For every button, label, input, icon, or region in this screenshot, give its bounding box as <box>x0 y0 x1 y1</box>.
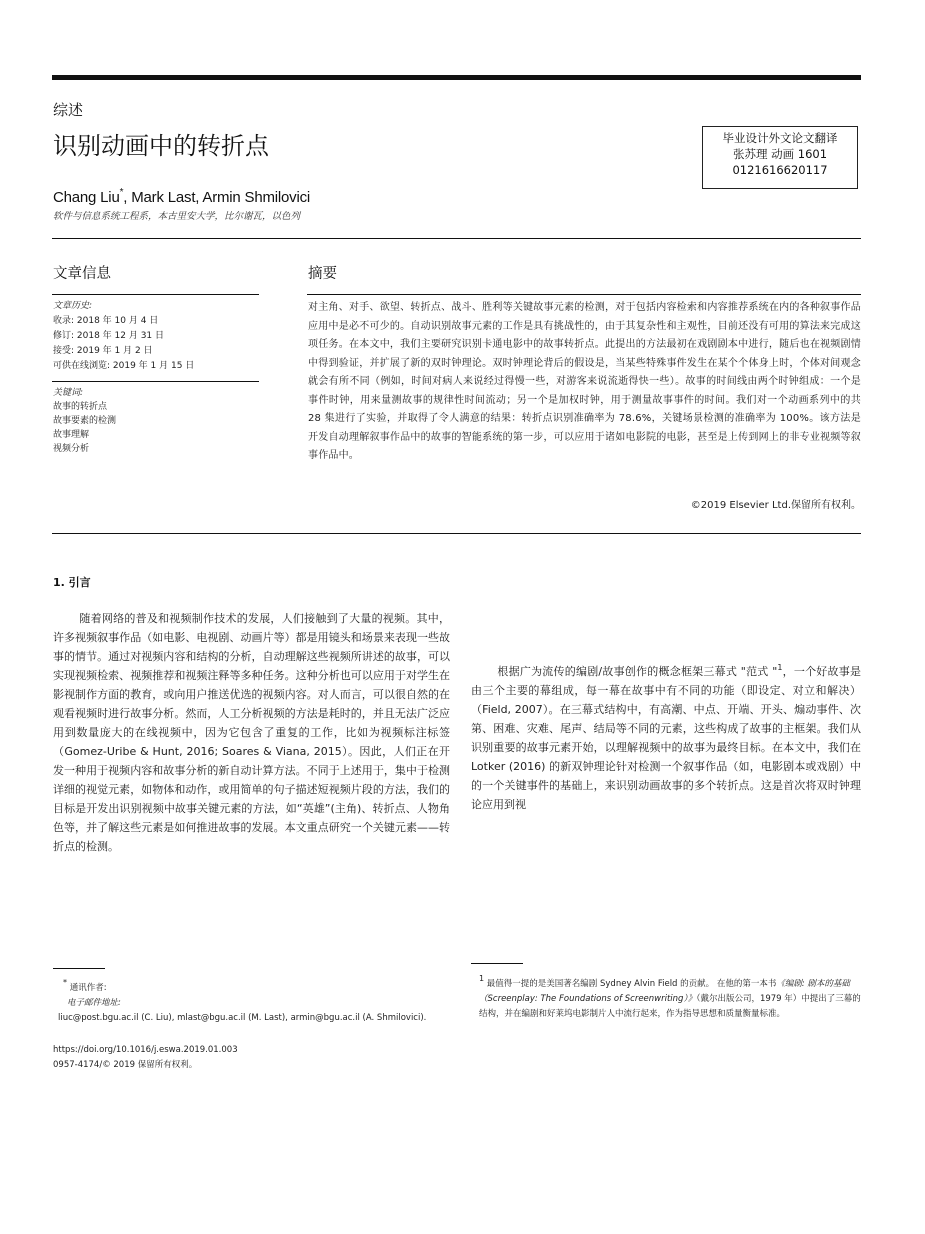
author-emails[interactable]: liuc@post.bgu.ac.il (C. Liu), mlast@bgu.ac.il (M. Last), armin@bgu.ac.il (A. Shmilovici). <box>58 1013 427 1023</box>
footnote-1 <box>471 971 864 1022</box>
keyword-item: 故事的转折点 <box>53 402 108 412</box>
top-rule <box>52 75 861 80</box>
history-received: 收录: 2018 年 10 月 4 日 <box>53 316 159 326</box>
stamp-line-1: 毕业设计外文论文翻译 <box>722 131 838 145</box>
intro-paragraph-2 <box>471 658 861 814</box>
footnote-rule-right <box>471 963 523 964</box>
footnote-mark-star: * <box>63 978 67 987</box>
abstract-rule <box>307 294 861 295</box>
section-label: 综述 <box>53 101 84 119</box>
copyright-notice: ©2019 Elsevier Ltd.保留所有权利。 <box>690 500 861 511</box>
stamp-line-2: 张苏理 动画 1601 <box>732 147 828 161</box>
intro-right-column <box>471 658 861 814</box>
translation-stamp <box>702 126 858 189</box>
history-revised: 修订: 2018 年 12 月 31 日 <box>53 331 165 341</box>
abstract-heading: 摘要 <box>308 266 337 282</box>
intro-p2-part-a: 根据广为流传的编剧/故事创作的概念框架三幕式 "范式 " <box>497 665 778 678</box>
other-authors: , Mark Last, Armin Shmilovici <box>123 189 311 206</box>
paper-title: 识别动画中的转折点 <box>53 132 269 160</box>
footnote-1-book-title: 《编剧: 剧本的基础（Screenplay: The Foundations of Screenwriting）》 <box>479 979 850 1004</box>
intro-heading: 1. 引言 <box>53 576 91 589</box>
corresponding-label: 通讯作者: <box>69 983 107 993</box>
keyword-item: 故事理解 <box>53 430 90 440</box>
article-history <box>53 299 194 374</box>
keyword-item: 故事要素的检测 <box>53 416 117 426</box>
issn-line: 0957-4174/© 2019 保留所有权利。 <box>53 1060 198 1070</box>
intro-left-column <box>53 609 450 856</box>
email-label: 电子邮件地址: <box>67 998 121 1008</box>
author-list <box>53 187 310 206</box>
footnote-1-text-a: 最值得一提的是美国著名编剧 Sydney Alvin Field 的贡献。 在他的第一本书 <box>486 979 777 989</box>
intro-paragraph-1: 随着网络的普及和视频制作技术的发展，人们接触到了大量的视频。其中，许多视频叙事作品（如电影、电视剧、动画片等）都是用镜头和场景来表现一些故事的情节。通过对视频内容和结构的分析，自动理解这些视频所讲述的故事，可以实现视频检索、视频推荐和视频注释等多种任务。这种分析也可以应用于对学生在影视制作方面的教育，或向用户推送优选的视频内容。对人而言，可以很自然的在观看视频时进行故事分析。然而，人工分析视频的方法是耗时的，并且无法广泛应用到数量庞大的在线视频中，因为它包含了重复的工作，比如为视频标注标签（Gomez-Uribe & Hunt, 2016; Soares & Viana, 2015）。因此，人们正在开发一种用于视频内容和故事分析的新自动计算方法。不同于上述用于，集中于检测详细的视觉元素，如物体和动作，或用简单的句子描述短视频片段的方法，我们的目标是开发出识别视频中故事关键元素的方法，如“英雄”(主角)、转折点、人物角色等，并了解这些元素是如何推进故事的发展。本文重点研究一个关键元素——转折点的检测。 <box>53 612 450 853</box>
doi-link[interactable]: https://doi.org/10.1016/j.eswa.2019.01.003 <box>53 1045 238 1055</box>
abstract-text: 对主角、对手、欲望、转折点、战斗、胜利等关键故事元素的检测，对于包括内容检索和内容推荐系统在内的各种叙事作品应用中是必不可少的。自动识别故事元素的工作是具有挑战性的，由于其复杂性和主观性，目前还没有可用的算法来完成这项任务。在本文中，我们主要研究识别卡通电影中的故事转折点。此提出的方法最初在戏剧剧本中进行，随后也在视频剧情中得到验证，并扩展了新的双时钟理论。双时钟理论背后的假设是，当某些特殊事件发生在某个个体身上时，个体对间观念就会有所不同（例如，时间对病人来说经过得慢一些，对游客来说流逝得快一些）。故事的时间线由两个时钟组成：一个是事件时钟，用来量测故事的规律性时间流动；另一个是加权时钟，用于测量故事事件的时间。我们对一个动画系列中的共 28 集进行了实验，并取得了令人满意的结果：转折点识别准确率为 78.6%，关键场景检测的准确率为 100%。该方法是开发自动理解叙事作品中的故事的智能系统的第一步，可以应用于诸如电影院的电影，甚至是上传到网上的非专业视频等叙事作品中。 <box>308 302 861 461</box>
affiliation: 软件与信息系统工程系，本古里安大学，比尔谢瓦，以色列 <box>53 211 301 222</box>
abstract-divider <box>52 533 861 534</box>
header-divider <box>52 238 861 239</box>
corresponding-mark[interactable]: * <box>119 187 124 198</box>
footnote-mark-1: 1 <box>479 974 485 983</box>
keywords-rule <box>52 381 259 382</box>
keywords <box>53 386 116 456</box>
history-online: 可供在线浏览: 2019 年 1 月 15 日 <box>53 361 195 371</box>
keyword-item: 视频分析 <box>53 444 90 454</box>
article-info-rule <box>52 294 259 295</box>
article-info-heading: 文章信息 <box>53 266 111 282</box>
footnote-corresponding <box>53 975 433 1026</box>
footnote-ref-1[interactable]: 1 <box>777 663 783 672</box>
history-accepted: 接受: 2019 年 1 月 2 日 <box>53 346 153 356</box>
intro-p2-part-b: ，一个好故事是由三个主要的幕组成，每一幕在故事中有不同的功能（即设定、对立和解决）（Field, 2007）。在三幕式结构中，有高潮、中点、开端、开头、煽动事件、次第、困难、灾难、尾声、结局等不同的元素，这些构成了故事的主框架。我们从识别重要的故事元素开始，以理解视频中的故事为最终目标。在本文中，我们在 Lotker (2016) 的新双钟理论针对检测一个叙事作品（如，电影剧本或戏剧）中的一个关键事件的基础上，来识别动画故事的多个转折点。这是首次将双时钟理论应用到视 <box>471 665 861 811</box>
footnote-rule-left <box>53 968 105 969</box>
first-author: Chang Liu <box>53 189 120 206</box>
footnote-1-text-b: （戴尔出版公司，1979 年）中提出了三幕的结构，并在编剧和好莱坞电影制片人中流行起来，作为指导思想和质量衡量标准。 <box>479 994 861 1019</box>
keywords-label: 关键词: <box>53 388 84 398</box>
history-label: 文章历史: <box>53 301 93 311</box>
stamp-line-3: 0121616620117 <box>732 163 828 177</box>
